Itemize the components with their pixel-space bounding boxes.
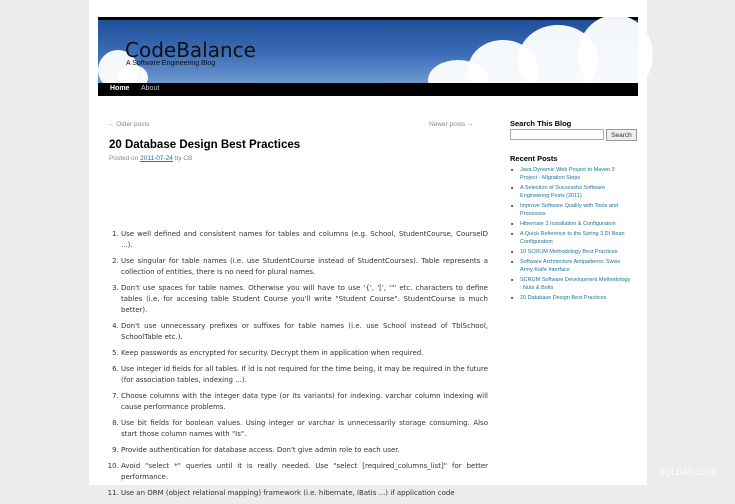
list-item: 10. Avoid "select *" queries until it is really needed. Use "select [required_columns_list]" for better performance. [121, 461, 488, 483]
site-title[interactable]: CodeBalance [125, 38, 256, 62]
post-meta [109, 155, 192, 162]
recent-post-link[interactable]: ■ 20 Database Design Best Practices [511, 294, 631, 302]
list-item: 1. Use well defined and consistent names for tables and columns (e.g. School, StudentCourse, CourseID ...). [121, 229, 488, 251]
recent-post-link[interactable]: ■ SCRUM Software Development Methodology : Nuts & Bolts [511, 276, 631, 292]
main-nav [98, 83, 638, 96]
recent-post-link[interactable]: ■ A Quick Reference to the Spring 3 DI Bean Configuration [511, 230, 631, 246]
site-description: A Software Engineering Blog [126, 60, 216, 67]
recent-post-link[interactable]: ■ Java Dynamic Web Project to Maven 3 Project - Migration Steps [511, 166, 631, 182]
posted-on-label: Posted on [109, 155, 139, 162]
watermark: SQLDAT.COM [659, 468, 716, 477]
list-item: 3. Don't use spaces for table names. Otherwise you will have to use '{', '[', '"' etc. characters to define tables (i.e. for accesing table Student Course you'll write "Student Course". StudentCourse is much better). [121, 283, 488, 316]
list-item: 7. Choose columns with the integer data type (or its variants) for indexing. varchar column indexing will cause performance problems. [121, 391, 488, 413]
page [89, 0, 647, 497]
recent-post-link[interactable]: ■ Hibernate 3 Installation & Configuration [511, 220, 631, 228]
newer-posts-link[interactable]: Newer posts → [429, 121, 474, 128]
list-item: 5. Keep passwords as encrypted for security. Decrypt them in application when required. [121, 348, 488, 359]
recent-post-link[interactable]: ■ Software Architecture Antipatterns: Swiss Army Knife Interface [511, 258, 631, 274]
search-heading: Search This Blog [510, 119, 572, 128]
post-author: by CB [174, 155, 193, 162]
recent-post-link[interactable]: ■ A Selection of Successful Software Engineering Posts (2011) [511, 184, 631, 200]
list-item: 2. Use singular for table names (i.e. use StudentCourse instead of StudentCourses). Table represents a collection of entities, there is no need for plural names. [121, 256, 488, 278]
list-item: 9. Provide authentication for database access. Don't give admin role to each user. [121, 445, 488, 456]
search-input[interactable] [510, 129, 604, 140]
nav-item-about[interactable]: About [141, 85, 160, 92]
list-item: 11. Use an ORM (object relational mapping) framework (i.e. hibernate, iBatis ...) if application code [121, 488, 488, 499]
older-posts-link[interactable]: ← Older posts [108, 121, 150, 128]
best-practices-list [109, 229, 488, 504]
post-title[interactable]: 20 Database Design Best Practices [109, 139, 301, 151]
recent-post-link[interactable]: ■ 10 SCRUM Methodology Best Practices [511, 248, 631, 256]
recent-posts-list [511, 166, 631, 304]
recent-posts-heading: Recent Posts [510, 154, 558, 163]
list-item: 8. Use bit fields for boolean values. Using integer or varchar is unnecessarily storage consuming. Also start those column names with "Is". [121, 418, 488, 440]
site-header [98, 17, 638, 83]
post-date-link[interactable]: 2011-07-24 [140, 155, 173, 162]
nav-item-home[interactable]: Home [110, 85, 130, 92]
recent-post-link[interactable]: ■ Improve Software Quality with Tools and Processes [511, 202, 631, 218]
list-item: 4. Don't use unnecessary prefixes or suffixes for table names (i.e. use School instead of TblSchool, SchoolTable etc.). [121, 321, 488, 343]
search-button[interactable]: Search [606, 129, 637, 141]
list-item: 6. Use integer id fields for all tables. If id is not required for the time being, it may be required in the future (for association tables, indexing ...). [121, 364, 488, 386]
